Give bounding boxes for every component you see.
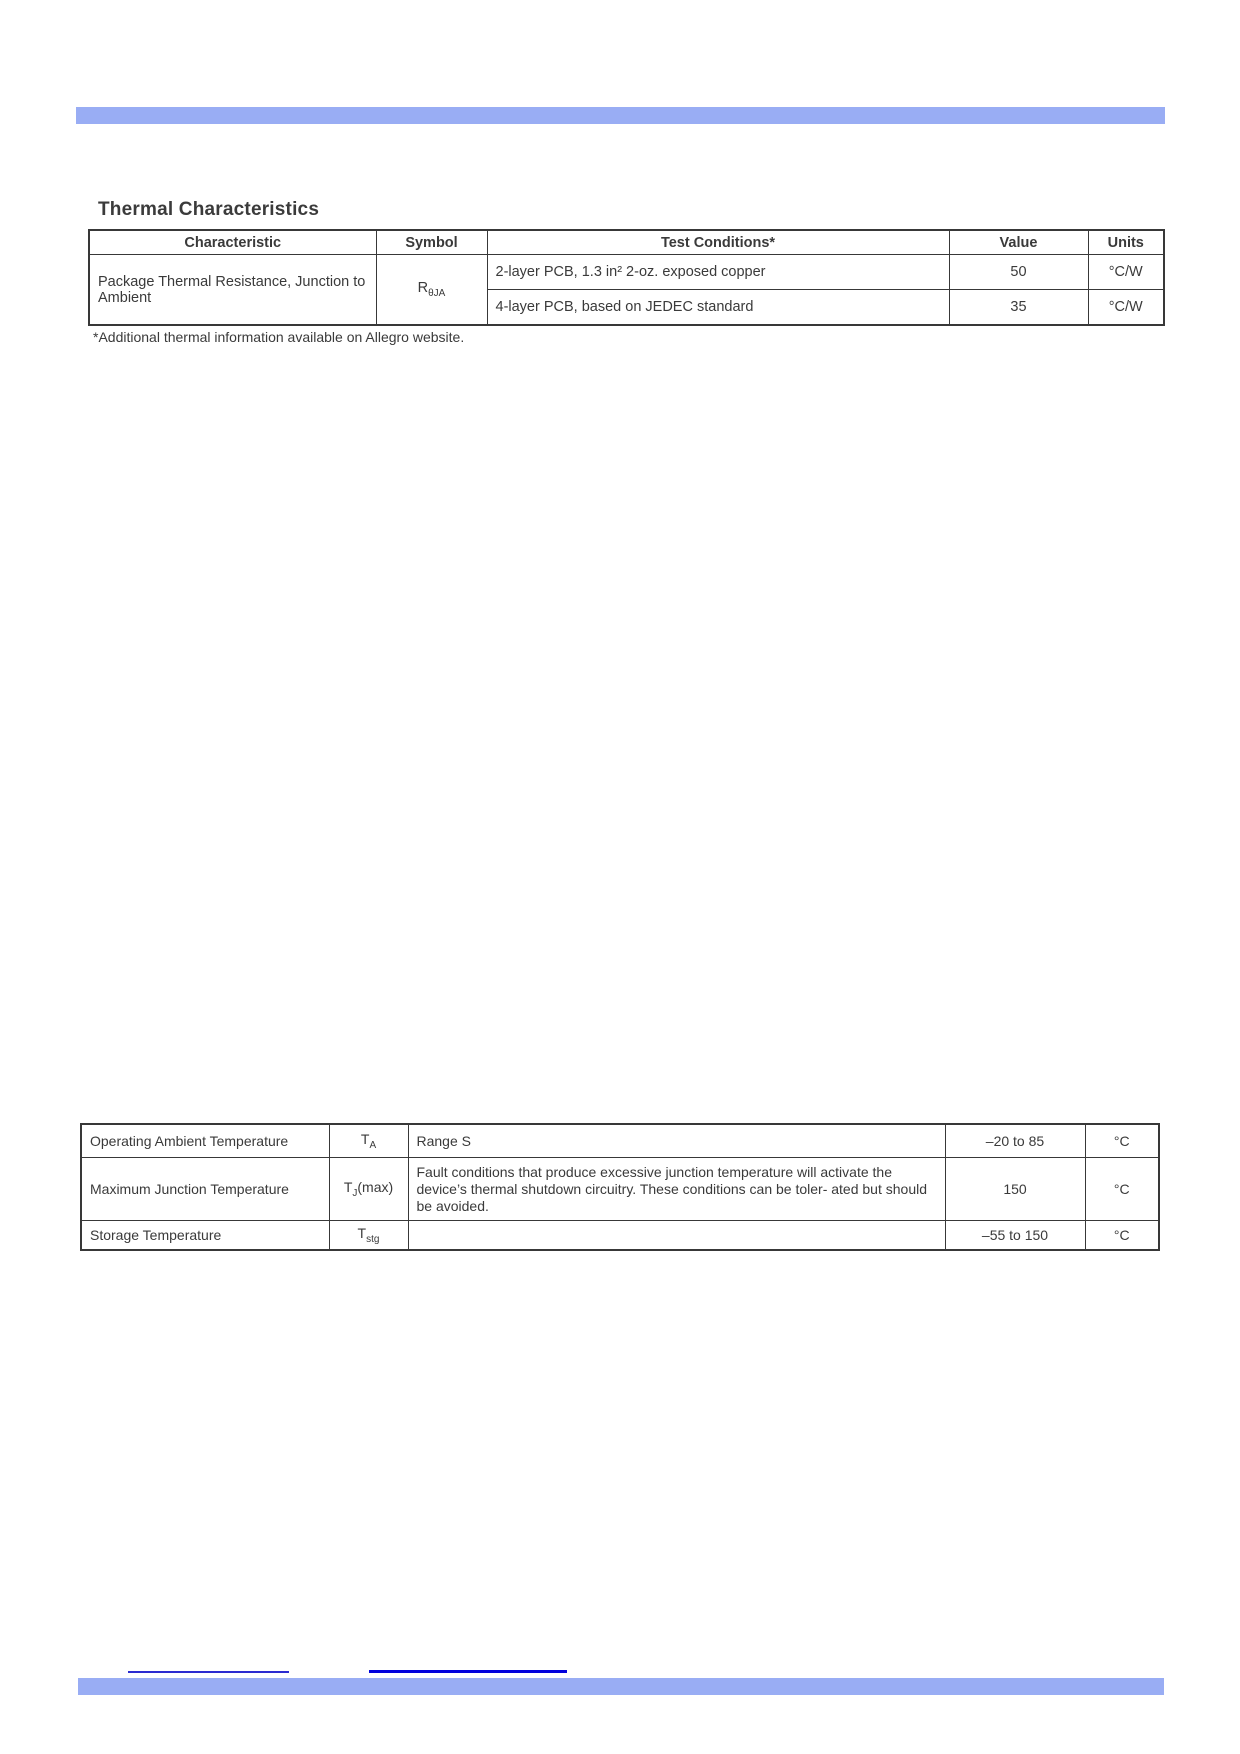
column-header-value: Value bbox=[949, 230, 1088, 255]
column-header-characteristic: Characteristic bbox=[89, 230, 376, 255]
symbol-suffix: (max) bbox=[357, 1179, 394, 1196]
cell-units: °C bbox=[1085, 1221, 1159, 1251]
cell-symbol-r-theta-ja bbox=[376, 255, 487, 326]
symbol-base: T bbox=[357, 1225, 367, 1242]
column-header-test-conditions: Test Conditions* bbox=[487, 230, 949, 255]
symbol-subscript: A bbox=[369, 1139, 377, 1151]
cell-units: °C bbox=[1085, 1124, 1159, 1158]
symbol-subscript: θJA bbox=[428, 287, 446, 299]
bottom-accent-bar bbox=[78, 1678, 1164, 1695]
cell-symbol-ta bbox=[329, 1124, 408, 1158]
cell-characteristic: Maximum Junction Temperature bbox=[81, 1158, 329, 1221]
cell-symbol-tj-max bbox=[329, 1158, 408, 1221]
table-row-max-junction bbox=[81, 1158, 1159, 1221]
cell-units: °C/W bbox=[1088, 290, 1164, 326]
temperature-ratings-table bbox=[80, 1123, 1160, 1251]
symbol-base: T bbox=[343, 1179, 353, 1196]
table-row-operating-ambient bbox=[81, 1124, 1159, 1158]
cell-value: –20 to 85 bbox=[945, 1124, 1085, 1158]
table-row bbox=[89, 255, 1164, 290]
cell-characteristic: Package Thermal Resistance, Junction to Ambient bbox=[89, 255, 376, 326]
cell-symbol-tstg bbox=[329, 1221, 408, 1251]
cell-test-conditions: 2-layer PCB, 1.3 in² 2-oz. exposed copper bbox=[487, 255, 949, 290]
cell-value: 35 bbox=[949, 290, 1088, 326]
symbol-subscript: J bbox=[352, 1187, 358, 1199]
cell-conditions: Range S bbox=[408, 1124, 945, 1158]
cell-value: –55 to 150 bbox=[945, 1221, 1085, 1251]
cell-value: 50 bbox=[949, 255, 1088, 290]
column-header-symbol: Symbol bbox=[376, 230, 487, 255]
cell-units: °C/W bbox=[1088, 255, 1164, 290]
cell-value: 150 bbox=[945, 1158, 1085, 1221]
cell-units: °C bbox=[1085, 1158, 1159, 1221]
cell-characteristic: Storage Temperature bbox=[81, 1221, 329, 1251]
thermal-table-header-row bbox=[89, 230, 1164, 255]
thermal-characteristics-table bbox=[88, 229, 1165, 326]
table-row-storage-temp bbox=[81, 1221, 1159, 1251]
footer-link-underline-2[interactable] bbox=[369, 1670, 567, 1673]
section-title-thermal-characteristics: Thermal Characteristics bbox=[98, 199, 320, 220]
cell-test-conditions: 4-layer PCB, based on JEDEC standard bbox=[487, 290, 949, 326]
column-header-units: Units bbox=[1088, 230, 1164, 255]
symbol-base: R bbox=[417, 280, 429, 297]
symbol-base: T bbox=[360, 1131, 370, 1148]
top-accent-bar bbox=[76, 107, 1165, 124]
cell-conditions bbox=[408, 1221, 945, 1251]
symbol-subscript: stg bbox=[366, 1233, 380, 1245]
cell-characteristic: Operating Ambient Temperature bbox=[81, 1124, 329, 1158]
footer-link-underline-1[interactable] bbox=[128, 1671, 289, 1673]
thermal-footnote: *Additional thermal information available on Allegro website. bbox=[93, 329, 465, 345]
cell-conditions: Fault conditions that produce excessive junction temperature will activate the device’s thermal shutdown circuitry. These conditions can be toler- ated but should be avoided. bbox=[408, 1158, 945, 1221]
